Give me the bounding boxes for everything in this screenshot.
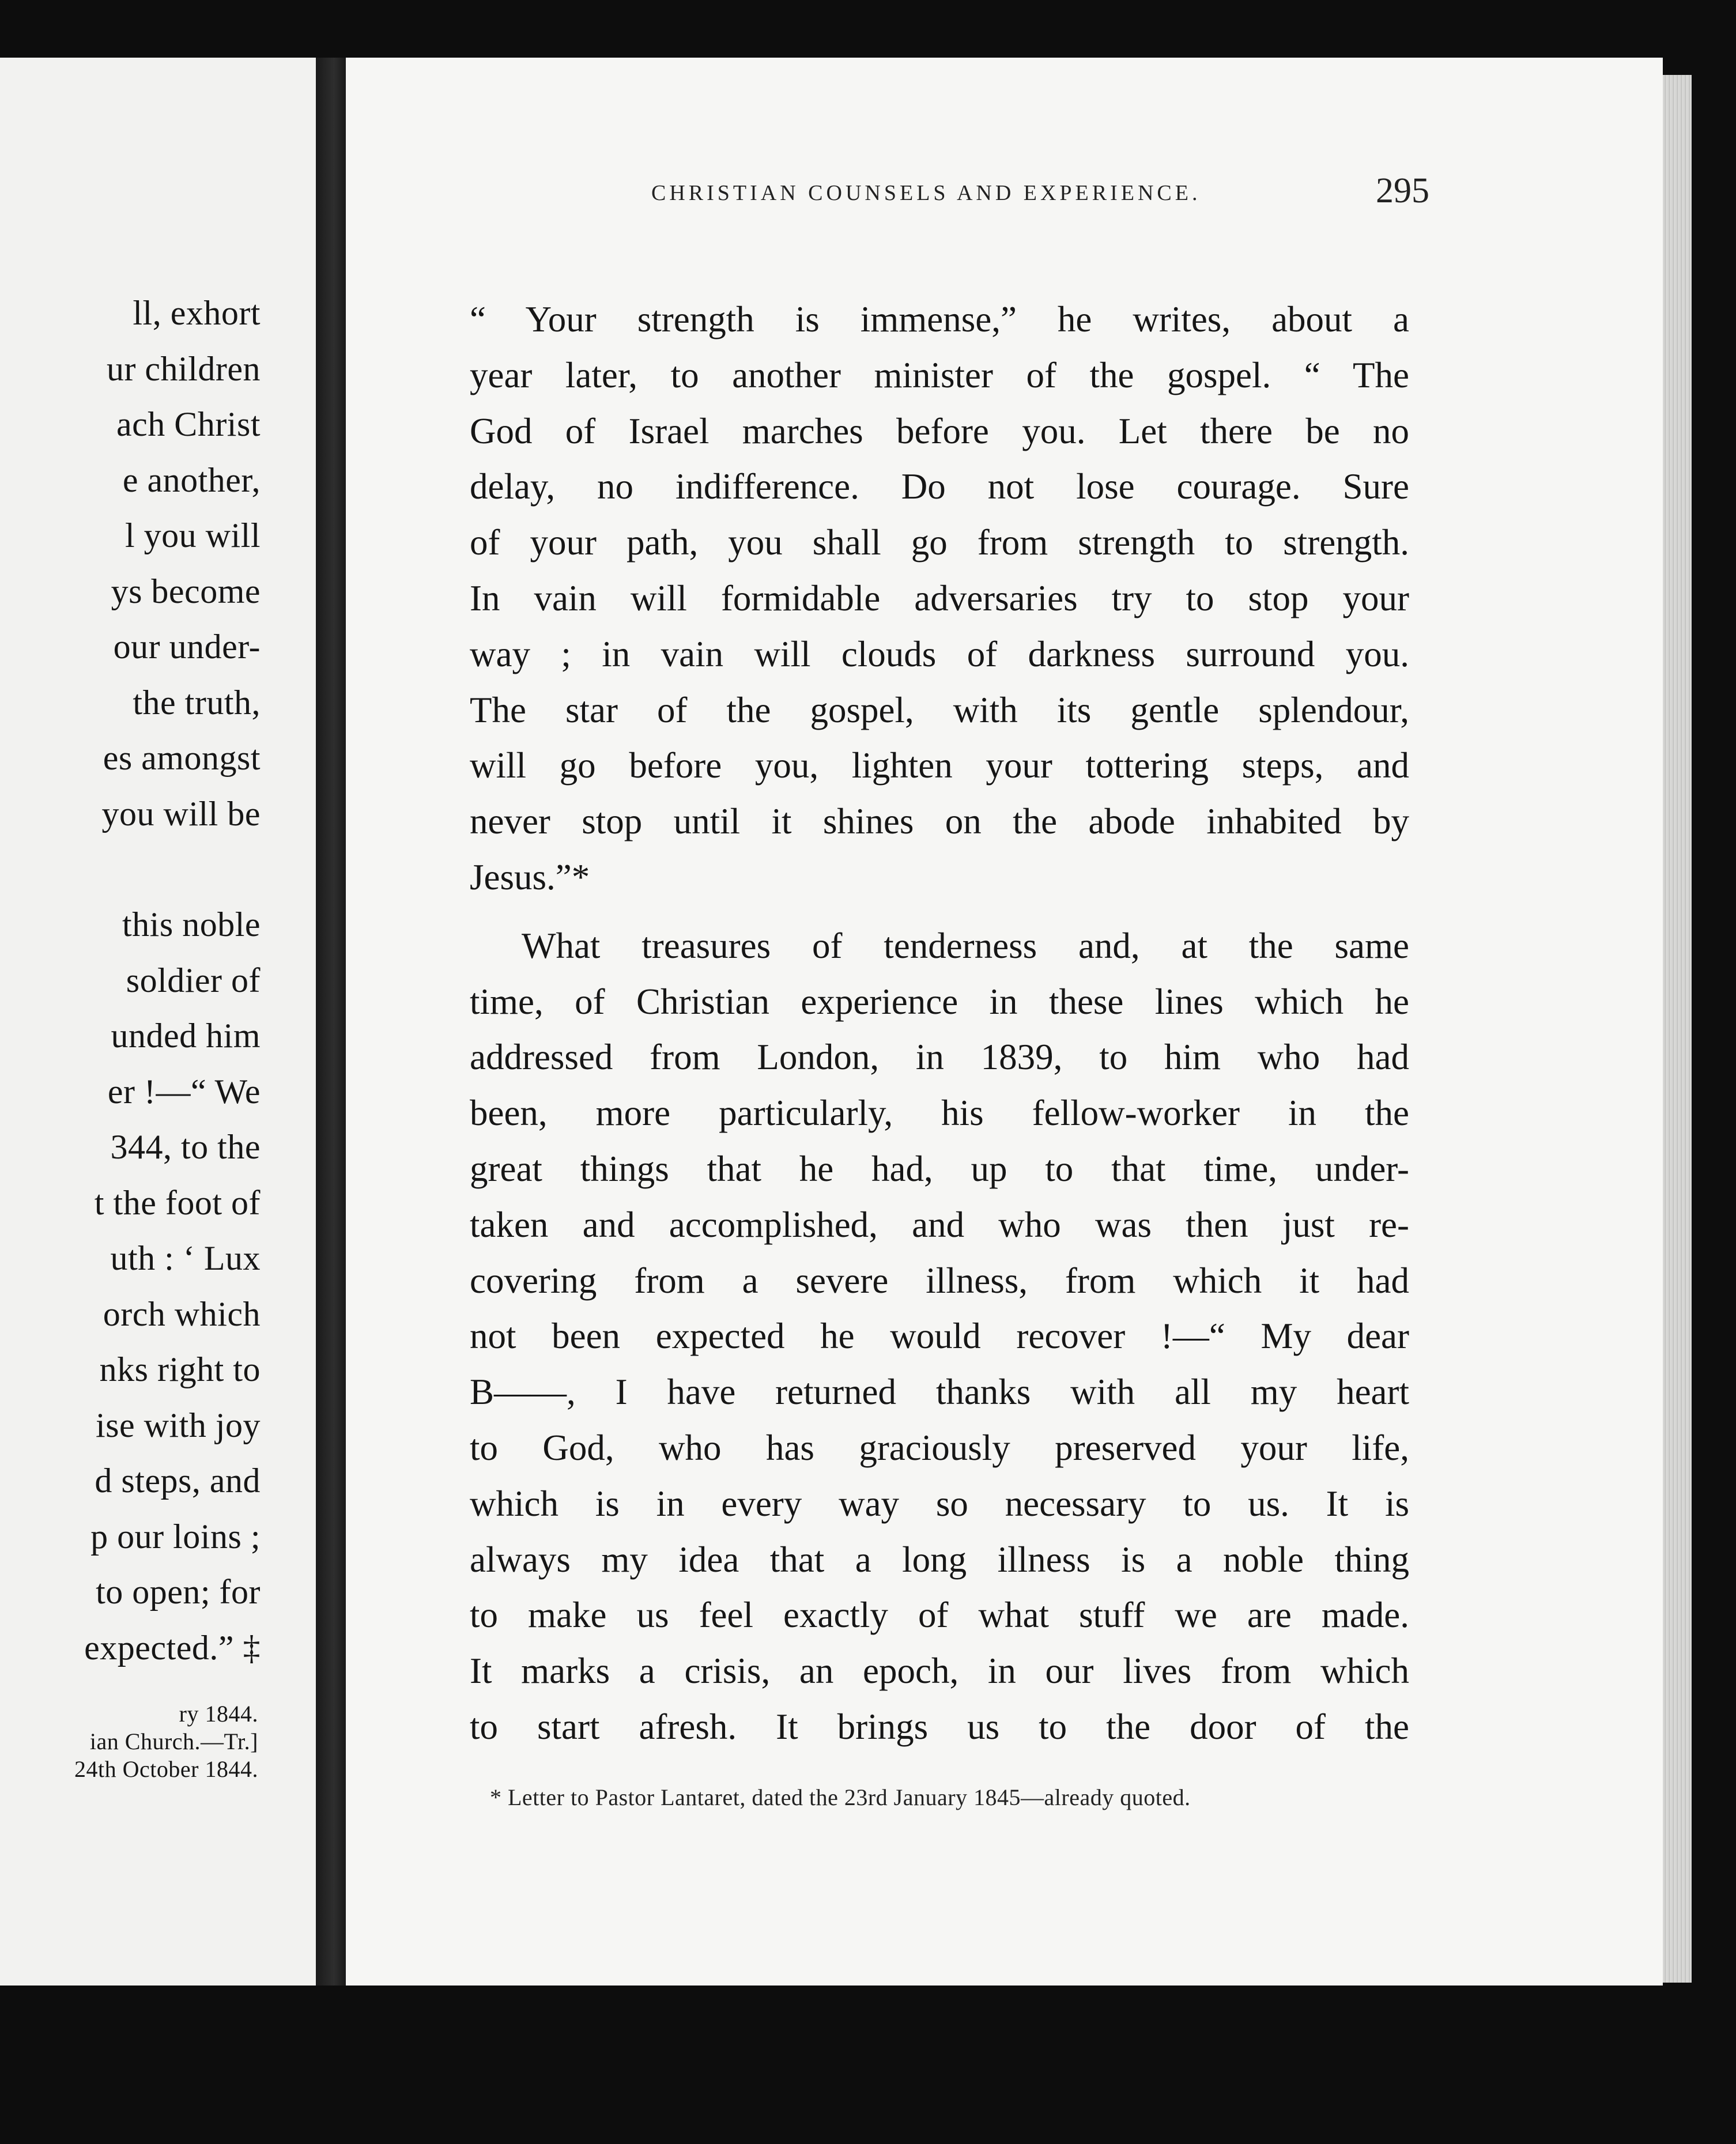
left-line: this noble: [122, 905, 261, 943]
left-line: er !—“ We: [107, 1072, 261, 1111]
left-page: [0, 58, 316, 1986]
running-head: CHRISTIAN COUNSELS AND EXPERIENCE.: [651, 181, 1201, 205]
left-line: expected.” ‡: [84, 1628, 261, 1667]
text-line: to start afresh. It brings us to the door of the: [470, 1706, 1409, 1747]
left-line: ll, exhort: [133, 294, 261, 332]
left-line: es amongst: [103, 739, 261, 777]
text-line: delay, no indifference. Do not lose courage. Sure: [470, 466, 1409, 507]
left-line: ach Christ: [116, 405, 261, 443]
left-line: ur children: [106, 349, 261, 388]
text-line: B——, I have returned thanks with all my heart: [470, 1372, 1409, 1413]
book-gutter: [316, 58, 346, 1986]
text-line: It marks a crisis, an epoch, in our lives from which: [470, 1651, 1409, 1692]
left-line: uth : ‘ Lux: [110, 1239, 261, 1277]
body-text: [470, 292, 1409, 1755]
text-line: taken and accomplished, and who was then just re-: [470, 1204, 1409, 1245]
left-line: to open; for: [96, 1573, 261, 1611]
page-number: 295: [1376, 171, 1429, 210]
text-line: to God, who has graciously preserved your life,: [470, 1427, 1409, 1468]
left-line: you will be: [101, 794, 261, 833]
paragraph-gap: [0, 841, 261, 897]
left-line: t the foot of: [94, 1183, 261, 1222]
text-line: of your path, you shall go from strength to strength.: [470, 522, 1409, 563]
left-line: ise with joy: [96, 1406, 261, 1444]
text-line: year later, to another minister of the gospel. “ The: [470, 354, 1409, 395]
text-line: great things that he had, up to that time, under-: [470, 1148, 1409, 1189]
text-line: The star of the gospel, with its gentle splendour,: [470, 689, 1409, 730]
text-line: What treasures of tenderness and, at the same: [522, 925, 1409, 966]
left-line: p our loins ;: [90, 1517, 261, 1556]
left-line: our under-: [113, 628, 261, 666]
text-line: not been expected he would recover !—“ My dear: [470, 1316, 1409, 1357]
text-line: covering from a severe illness, from which it had: [470, 1260, 1409, 1301]
text-line: “ Your strength is immense,” he writes, about a: [470, 299, 1409, 339]
left-line: the truth,: [133, 683, 261, 722]
left-footnote-line: ry 1844.: [179, 1701, 258, 1727]
left-page-footnotes: [0, 1700, 258, 1783]
text-line: to make us feel exactly of what stuff we are made.: [470, 1595, 1409, 1636]
left-line: soldier of: [126, 961, 261, 999]
text-line: way ; in vain will clouds of darkness surround you.: [470, 633, 1409, 674]
text-line: always my idea that a long illness is a noble thing: [470, 1539, 1409, 1580]
text-line: which is in every way so necessary to us. It is: [470, 1483, 1409, 1524]
left-line: d steps, and: [95, 1462, 261, 1500]
left-line: 344, to the: [110, 1128, 261, 1166]
page-edges: [1663, 75, 1692, 1983]
footnote: * Letter to Pastor Lantaret, dated the 23rd January 1845—already quoted.: [490, 1784, 1191, 1810]
left-line: orch which: [103, 1294, 261, 1333]
left-footnote-line: ian Church.—Tr.]: [89, 1728, 258, 1754]
left-line: ys become: [111, 572, 261, 610]
text-line: time, of Christian experience in these lines which he: [470, 981, 1409, 1022]
text-line: will go before you, lighten your tottering steps, and: [470, 745, 1409, 786]
left-line: unded him: [111, 1017, 261, 1055]
text-line: never stop until it shines on the abode inhabited by: [470, 801, 1409, 842]
left-line: e another,: [122, 460, 261, 499]
text-line: been, more particularly, his fellow-worker in the: [470, 1093, 1409, 1134]
text-line: addressed from London, in 1839, to him who had: [470, 1037, 1409, 1078]
left-footnote-line: 24th October 1844.: [74, 1756, 258, 1782]
left-line: nks right to: [99, 1350, 261, 1388]
text-line: In vain will formidable adversaries try to stop your: [470, 577, 1409, 618]
text-line: God of Israel marches before you. Let there be no: [470, 410, 1409, 451]
left-page-text: [0, 285, 261, 1675]
text-line: Jesus.”*: [470, 856, 590, 897]
left-line: l you will: [124, 516, 261, 554]
paragraph-gap: [470, 905, 1409, 918]
